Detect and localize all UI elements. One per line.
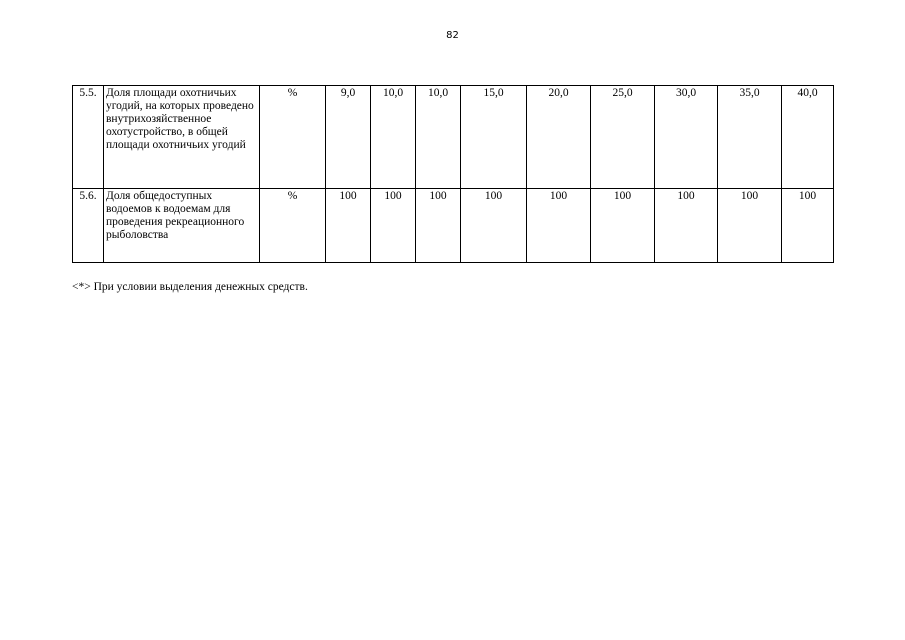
row-value: 10,0 xyxy=(416,86,461,189)
row-value: 15,0 xyxy=(461,86,527,189)
row-value: 100 xyxy=(718,189,782,263)
row-unit: % xyxy=(260,189,326,263)
table-row xyxy=(73,86,834,189)
row-value: 10,0 xyxy=(371,86,416,189)
row-description: Доля общедоступных водоемов к водоемам для проведения рекреационного рыболовства xyxy=(104,189,260,263)
row-value: 100 xyxy=(416,189,461,263)
row-value: 100 xyxy=(527,189,591,263)
row-value: 25,0 xyxy=(591,86,655,189)
row-value: 40,0 xyxy=(782,86,834,189)
row-value: 100 xyxy=(782,189,834,263)
row-value: 20,0 xyxy=(527,86,591,189)
row-description: Доля площади охотничьих угодий, на которых проведено внутрихозяйственное охотустройство, в общей площади охотничьих угодий xyxy=(104,86,260,189)
table-row xyxy=(73,189,834,263)
row-value: 9,0 xyxy=(326,86,371,189)
page-number: 82 xyxy=(446,30,459,41)
row-value: 100 xyxy=(591,189,655,263)
row-number: 5.5. xyxy=(73,86,104,189)
row-value: 100 xyxy=(655,189,718,263)
row-value: 100 xyxy=(326,189,371,263)
row-value: 35,0 xyxy=(718,86,782,189)
row-value: 30,0 xyxy=(655,86,718,189)
footnote: <*> При условии выделения денежных средств. xyxy=(72,281,308,293)
row-value: 100 xyxy=(371,189,416,263)
row-number: 5.6. xyxy=(73,189,104,263)
row-value: 100 xyxy=(461,189,527,263)
row-unit: % xyxy=(260,86,326,189)
indicators-table xyxy=(72,85,834,263)
